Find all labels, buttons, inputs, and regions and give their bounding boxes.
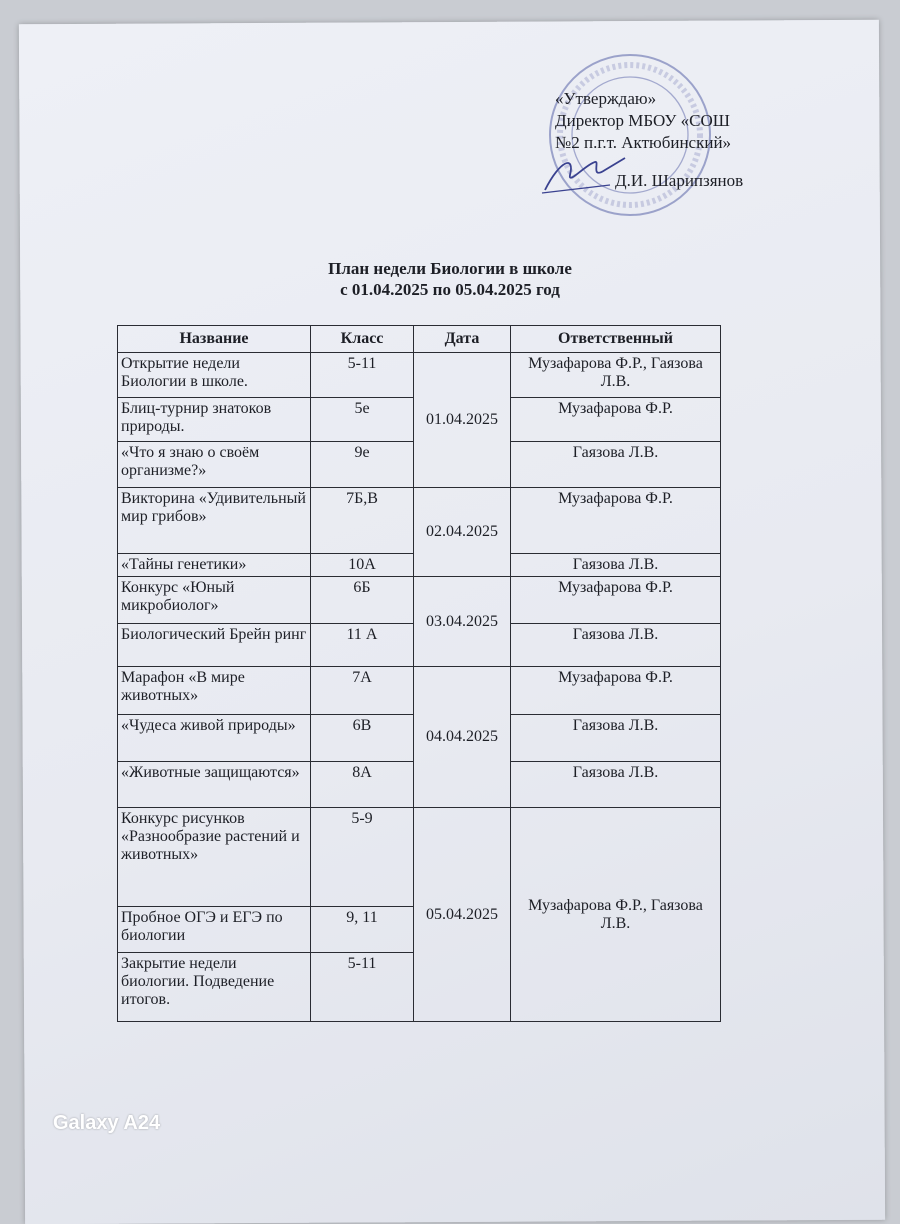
schedule-table: [117, 325, 721, 1022]
event-date: 01.04.2025: [414, 353, 511, 488]
event-class: 6В: [311, 715, 414, 762]
event-name: «Тайны генетики»: [118, 554, 311, 577]
header-cell: Название: [118, 326, 311, 353]
event-class: 7А: [311, 667, 414, 715]
table-row: [118, 667, 721, 715]
title-line: План недели Биологии в школе: [328, 259, 572, 278]
event-name: Открытие недели Биологии в школе.: [118, 353, 311, 398]
document-title: [0, 258, 900, 300]
table-row: [118, 577, 721, 624]
header-cell: Дата: [414, 326, 511, 353]
event-name: «Животные защищаются»: [118, 762, 311, 808]
event-name: Блиц-турнир знатоков природы.: [118, 398, 311, 442]
event-class: 8А: [311, 762, 414, 808]
event-class: 5-11: [311, 353, 414, 398]
table-header-row: [118, 326, 721, 353]
event-responsible: Гаязова Л.В.: [511, 624, 721, 667]
event-responsible: Музафарова Ф.Р.: [511, 577, 721, 624]
event-name: Пробное ОГЭ и ЕГЭ по биологии: [118, 907, 311, 953]
event-class: 5-11: [311, 953, 414, 1022]
event-responsible: Музафарова Ф.Р.: [511, 667, 721, 715]
title-line: с 01.04.2025 по 05.04.2025 год: [340, 280, 560, 299]
event-responsible: Гаязова Л.В.: [511, 442, 721, 488]
table-row: [118, 488, 721, 554]
director-name: Д.И. Шарипзянов: [615, 171, 744, 190]
header-cell: Ответственный: [511, 326, 721, 353]
event-class: 9, 11: [311, 907, 414, 953]
event-class: 9е: [311, 442, 414, 488]
event-name: «Что я знаю о своём организме?»: [118, 442, 311, 488]
event-date: 03.04.2025: [414, 577, 511, 667]
table-row: [118, 353, 721, 398]
event-date: 04.04.2025: [414, 667, 511, 808]
event-class: 11 А: [311, 624, 414, 667]
event-name: Викторина «Удивительный мир грибов»: [118, 488, 311, 554]
event-responsible: Музафарова Ф.Р., Гаязова Л.В.: [511, 808, 721, 1022]
event-responsible: Музафарова Ф.Р., Гаязова Л.В.: [511, 353, 721, 398]
event-responsible: Музафарова Ф.Р.: [511, 488, 721, 554]
event-class: 10А: [311, 554, 414, 577]
approval-line: Директор МБОУ «СОШ: [555, 111, 730, 130]
event-name: Конкурс рисунков «Разнообразие растений и животных»: [118, 808, 311, 907]
event-responsible: Гаязова Л.В.: [511, 715, 721, 762]
event-responsible: Гаязова Л.В.: [511, 554, 721, 577]
table-row: [118, 808, 721, 907]
event-responsible: Музафарова Ф.Р.: [511, 398, 721, 442]
event-responsible: Гаязова Л.В.: [511, 762, 721, 808]
event-date: 05.04.2025: [414, 808, 511, 1022]
event-class: 5-9: [311, 808, 414, 907]
event-class: 5е: [311, 398, 414, 442]
event-name: Биологический Брейн ринг: [118, 624, 311, 667]
header-cell: Класс: [311, 326, 414, 353]
approval-block: [555, 88, 743, 192]
event-name: Марафон «В мире животных»: [118, 667, 311, 715]
approval-line: «Утверждаю»: [555, 89, 657, 108]
event-class: 7Б,В: [311, 488, 414, 554]
camera-watermark: Galaxy A24: [53, 1112, 161, 1134]
approval-line: №2 п.г.т. Актюбинский»: [555, 133, 732, 152]
event-name: Закрытие недели биологии. Подведение итогов.: [118, 953, 311, 1022]
event-name: «Чудеса живой природы»: [118, 715, 311, 762]
event-date: 02.04.2025: [414, 488, 511, 577]
event-class: 6Б: [311, 577, 414, 624]
event-name: Конкурс «Юный микробиолог»: [118, 577, 311, 624]
